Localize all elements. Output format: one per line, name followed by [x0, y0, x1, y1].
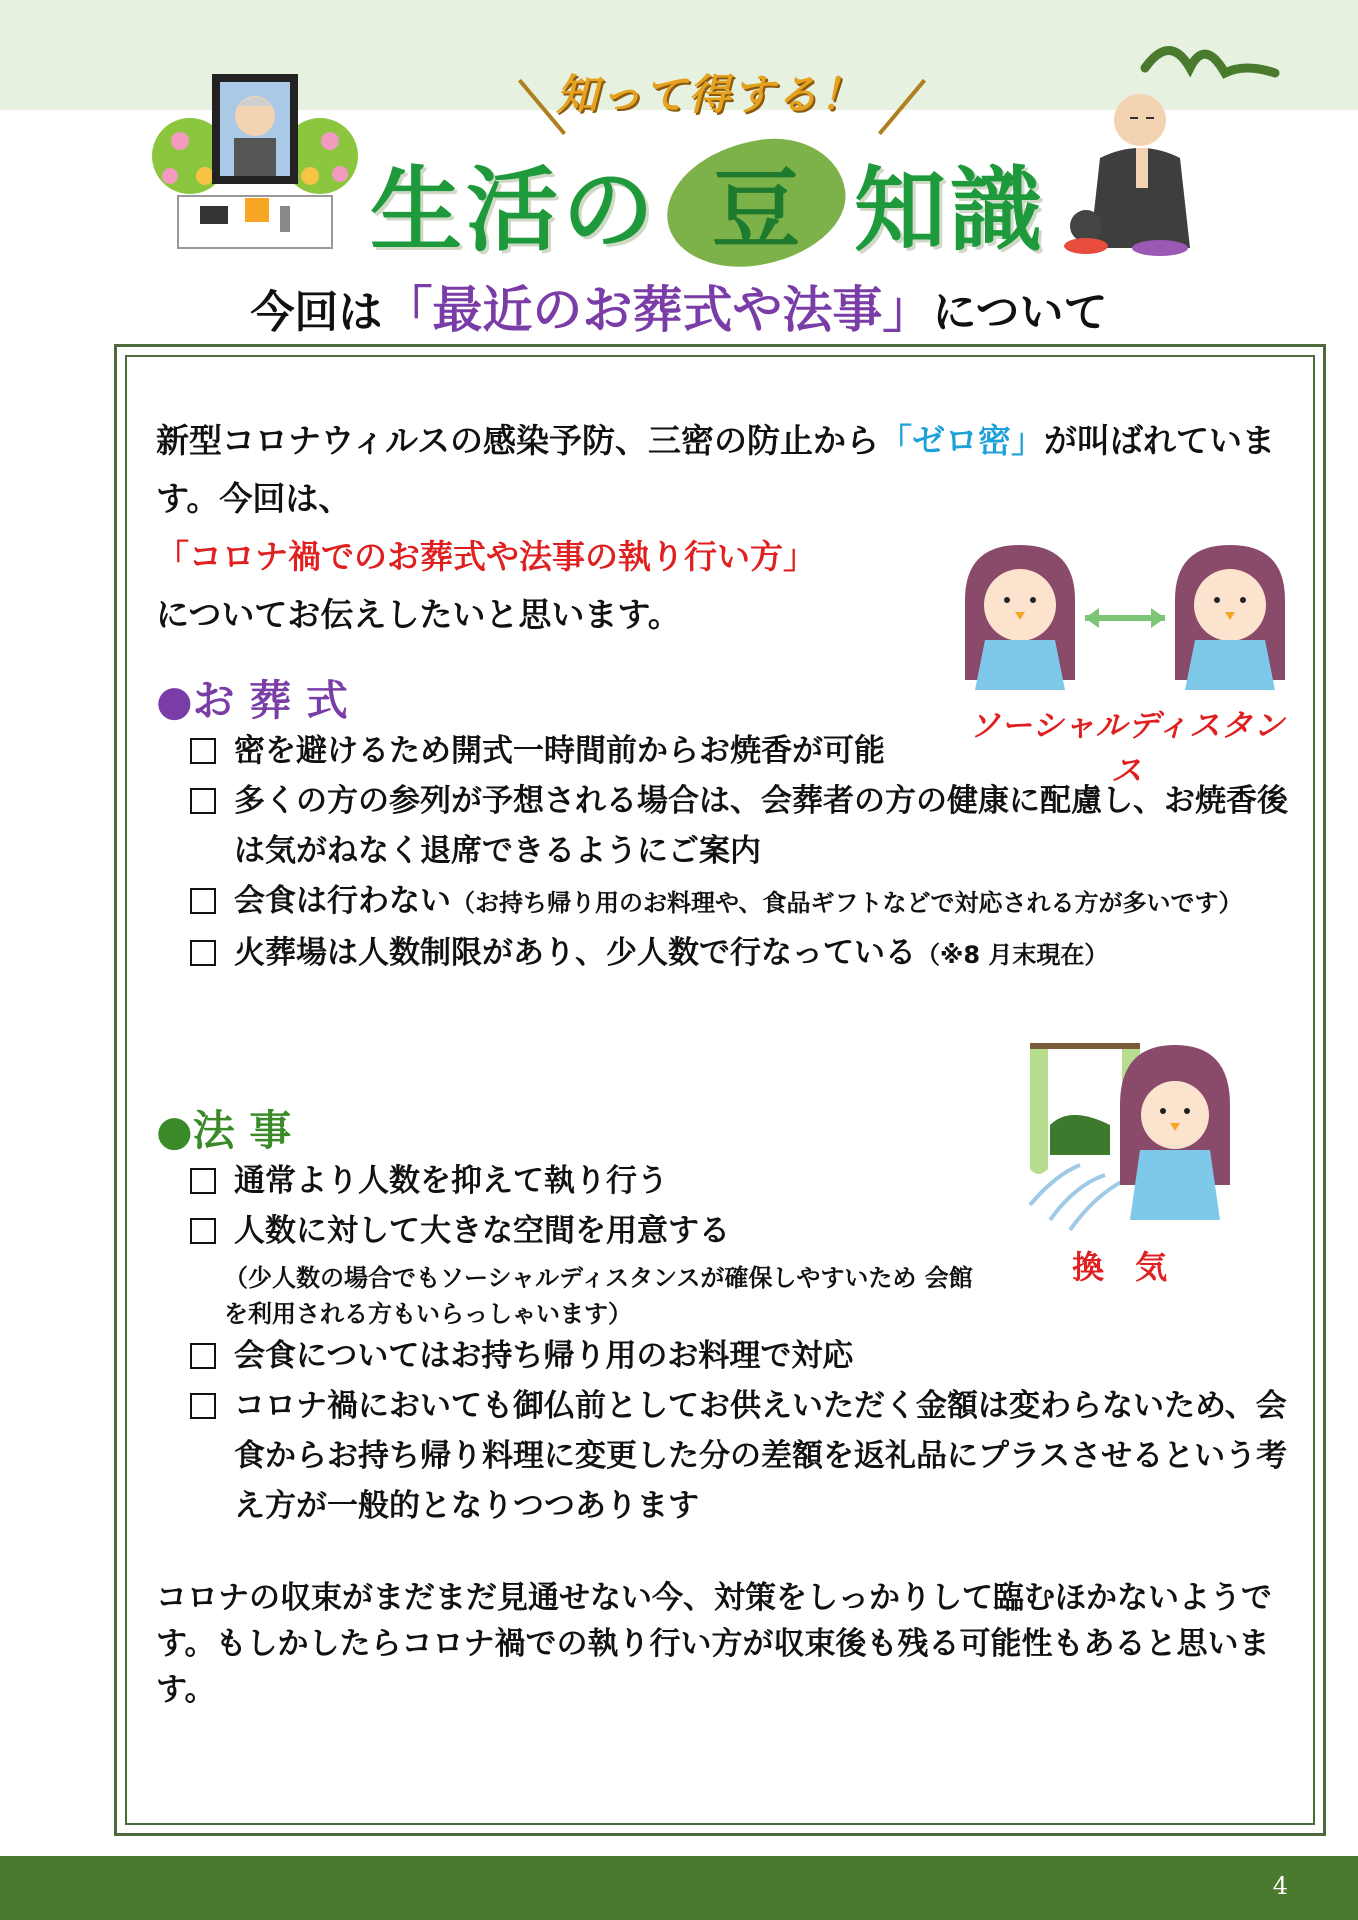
item-note: （少人数の場合でもソーシャルディスタンスが確保しやすいため 会館を利用される方もいらっしゃいます）	[224, 1264, 973, 1328]
list-item	[188, 1156, 1028, 1206]
list-item	[188, 726, 1308, 776]
checkbox-icon	[190, 940, 216, 966]
list-item	[188, 1206, 1028, 1256]
item-text: 密を避けるため開式一時間前からお焼香が可能	[234, 733, 885, 769]
funeral-section-heading: ●お 葬 式	[156, 676, 348, 725]
ventilation-illustration	[1010, 1035, 1240, 1240]
hoji-list-continued	[188, 1331, 1298, 1531]
list-item	[188, 928, 1308, 980]
funeral-altar-illustration	[150, 66, 360, 252]
zero-mitsu-highlight: 「ゼロ密」	[879, 421, 1045, 460]
title-right: 知識	[854, 157, 1047, 264]
item-text: 多くの方の参列が予想される場合は、会葬者の方の健康に配慮し、お焼香後は気がねなく退席できるようにご案内	[234, 783, 1288, 869]
subtitle-pre: 今回は	[250, 287, 383, 338]
item-text: コロナ禍においても御仏前としてお供えいただく金額は変わらないため、会食からお持ち帰り料理に変更した分の差額を返礼品にプラスさせるという考え方が一般的となりつつあります	[234, 1388, 1288, 1524]
checkbox-icon	[190, 888, 216, 914]
intro-text-3: についてお伝えしたいと思います。	[156, 595, 681, 634]
footer-band	[0, 1856, 1358, 1920]
header-kicker: 知って得する！	[555, 70, 864, 119]
social-distance-illustration	[955, 540, 1295, 700]
item-text: 人数に対して大きな空間を用意する	[234, 1213, 730, 1249]
list-item	[188, 776, 1308, 876]
social-distance-label: ソーシャルディスタンス	[968, 708, 1286, 789]
bean-icon	[658, 129, 854, 277]
item-text: 火葬場は人数制限があり、少人数で行なっている	[234, 935, 916, 971]
item-text: 会食は行わない	[234, 883, 451, 919]
intro-text-1: 新型コロナウィルスの感染予防、三密の防止から	[156, 421, 880, 460]
checkbox-icon	[190, 788, 216, 814]
subtitle-topic: 「最近のお葬式や法事」	[382, 281, 933, 339]
hoji-list	[188, 1156, 1028, 1338]
intro-text-2: が叫ばれています。今回は、	[156, 421, 1276, 518]
page-number: 4	[1272, 1872, 1288, 1900]
closing-paragraph: コロナの収束がまだまだ見通せない今、対策をしっかりして臨むほかないようです。もしかしたらコロナ禍での執り行い方が収束後も残る可能性もあると思います。	[156, 1580, 1272, 1708]
ventilation-label: 換 気	[1072, 1248, 1178, 1286]
page-title	[370, 148, 1047, 264]
monk-illustration	[1060, 88, 1200, 258]
list-item	[188, 876, 1308, 928]
item-note: （※8 月末現在）	[916, 941, 1109, 969]
list-item	[188, 1381, 1298, 1531]
title-left: 生活の	[370, 157, 659, 264]
checkbox-icon	[190, 1343, 216, 1369]
checkbox-icon	[190, 1218, 216, 1244]
list-item	[188, 1331, 1298, 1381]
funeral-list	[188, 726, 1308, 980]
item-note: （お持ち帰り用のお料理や、食品ギフトなどで対応される方が多いです）	[451, 889, 1243, 917]
subtitle-post: について	[932, 287, 1108, 338]
list-item-note	[188, 1260, 1028, 1332]
checkbox-icon	[190, 1393, 216, 1419]
page-subtitle	[0, 270, 1358, 342]
item-text: 通常より人数を抑えて執り行う	[234, 1163, 668, 1199]
checkbox-icon	[190, 738, 216, 764]
corona-topic-highlight: 「コロナ禍でのお葬式や法事の執り行い方」	[156, 537, 816, 576]
checkbox-icon	[190, 1168, 216, 1194]
hoji-section-heading: ●法 事	[156, 1106, 292, 1155]
item-text: 会食についてはお持ち帰り用のお料理で対応	[234, 1338, 854, 1374]
title-bean: 豆	[712, 158, 801, 262]
birds-decoration	[1140, 28, 1280, 88]
